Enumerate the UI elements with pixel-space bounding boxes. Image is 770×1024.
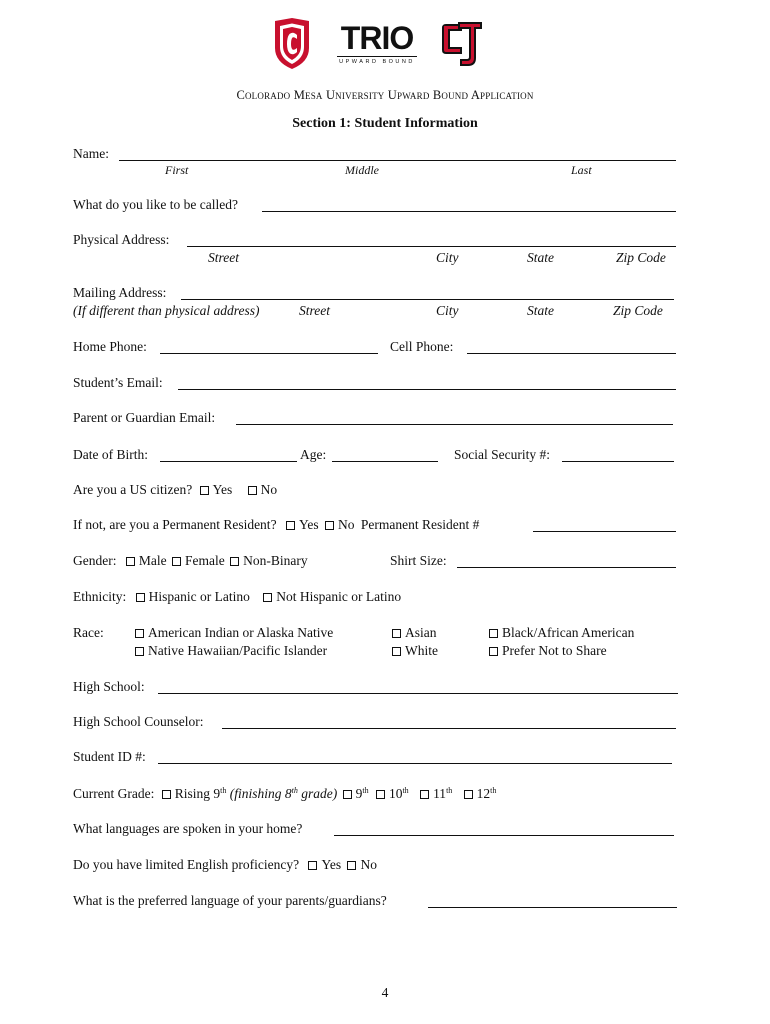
resident-number-field[interactable] [533,531,676,532]
resident-label: If not, are you a Permanent Resident? [73,517,277,532]
lep-no-label: No [360,857,377,872]
cell-phone-field[interactable] [467,353,676,354]
physical-zip-caption: Zip Code [616,250,666,265]
student-id-field[interactable] [158,763,672,764]
grade-rising9-label: Rising 9 [174,786,221,801]
citizen-no-label: No [260,482,278,497]
gender-label: Gender: [73,553,117,568]
race-white-checkbox[interactable] [392,647,401,656]
race-asian-label: Asian [405,625,437,640]
ethnicity-row [73,589,409,605]
cell-phone-label: Cell Phone: [390,339,454,354]
race-prefer-not-checkbox[interactable] [489,647,498,656]
name-label: Name: [73,146,109,161]
grade-12-sup: th [490,786,497,795]
parent-email-label: Parent or Guardian Email: [73,410,216,425]
gender-male-checkbox[interactable] [126,557,135,566]
section-title: Section 1: Student Information [292,116,478,131]
grade-row [73,786,504,802]
gender-male-label: Male [138,553,167,568]
ssn-label: Social Security #: [454,447,550,462]
languages-field[interactable] [334,835,674,836]
grade-11-label: 11 [433,786,447,801]
mailing-zip-caption: Zip Code [613,303,663,318]
home-phone-field[interactable] [160,353,378,354]
gender-female-label: Female [184,553,225,568]
name-last-caption: Last [571,163,592,177]
ethnicity-not-hispanic-checkbox[interactable] [263,593,272,602]
mailing-state-caption: State [527,303,554,318]
student-email-label: Student’s Email: [73,375,163,390]
race-native-hawaiian-checkbox[interactable] [135,647,144,656]
race-american-indian-option [135,625,333,641]
parent-email-field[interactable] [236,424,673,425]
citizen-label: Are you a US citizen? [73,482,193,497]
race-black-option [489,625,634,641]
ethnicity-hispanic-label: Hispanic or Latino [148,589,250,604]
document-title: Colorado Mesa University Upward Bound Application [236,88,534,102]
shirt-size-field[interactable] [457,567,676,568]
citizen-yes-label: Yes [212,482,233,497]
grade-11-sup: th [446,786,453,795]
name-middle-caption: Middle [345,163,379,177]
high-school-field[interactable] [158,693,678,694]
race-american-indian-checkbox[interactable] [135,629,144,638]
lep-yes-label: Yes [321,857,342,872]
resident-yes-checkbox[interactable] [286,521,295,530]
preferred-language-field[interactable] [428,907,677,908]
counselor-field[interactable] [222,728,676,729]
race-white-option [392,643,438,659]
resident-row [73,517,479,533]
ethnicity-hispanic-checkbox[interactable] [136,593,145,602]
citizen-row [73,482,285,498]
called-field[interactable] [262,211,676,212]
grade-rising9-checkbox[interactable] [162,790,171,799]
mailing-note: (If different than physical address) [73,303,260,318]
grade-9-sup: th [362,786,369,795]
grade-12-label: 12 [476,786,491,801]
race-native-hawaiian-option [135,643,327,659]
student-email-field[interactable] [178,389,676,390]
grade-finishing-note: (finishing 8th grade) [229,786,338,801]
age-label: Age: [300,447,327,462]
grade-10-checkbox[interactable] [376,790,385,799]
race-asian-checkbox[interactable] [392,629,401,638]
mailing-address-label: Mailing Address: [73,285,167,300]
grade-label: Current Grade: [73,786,155,801]
resident-no-label: No [337,517,355,532]
languages-label: What languages are spoken in your home? [73,821,303,836]
high-school-label: High School: [73,679,145,694]
lep-row [73,857,385,873]
resident-yes-label: Yes [298,517,319,532]
name-first-caption: First [165,163,189,177]
grade-12-checkbox[interactable] [464,790,473,799]
gender-female-checkbox[interactable] [172,557,181,566]
race-prefer-not-option [489,643,607,659]
ethnicity-label: Ethnicity: [73,589,127,604]
grade-10-label: 10 [388,786,403,801]
physical-address-label: Physical Address: [73,232,170,247]
preferred-language-label: What is the preferred language of your parents/guardians? [73,893,387,908]
cmu-shield-icon [272,18,312,70]
race-asian-option [392,625,437,641]
citizen-no-checkbox[interactable] [248,486,257,495]
mailing-address-field[interactable] [181,299,674,300]
dob-field[interactable] [160,461,297,462]
student-id-label: Student ID #: [73,749,146,764]
race-prefer-not-label: Prefer Not to Share [502,643,607,658]
mailing-city-caption: City [436,303,459,318]
counselor-label: High School Counselor: [73,714,204,729]
gender-row [73,553,316,569]
physical-city-caption: City [436,250,459,265]
race-black-label: Black/African American [502,625,635,640]
grade-9-label: 9 [355,786,363,801]
resident-no-checkbox[interactable] [325,521,334,530]
physical-street-caption: Street [208,250,239,265]
gender-nonbinary-label: Non-Binary [243,553,308,568]
physical-state-caption: State [527,250,554,265]
race-native-hawaiian-label: Native Hawaiian/Pacific Islander [148,643,328,658]
grade-11-checkbox[interactable] [420,790,429,799]
called-label: What do you like to be called? [73,197,238,212]
page-number: 4 [381,985,389,1000]
lep-no-checkbox[interactable] [347,861,356,870]
race-black-checkbox[interactable] [489,629,498,638]
logo-shield [272,18,312,70]
grade-9-checkbox[interactable] [343,790,352,799]
cj-monogram-icon [440,20,484,68]
ssn-field[interactable] [562,461,674,462]
shirt-size-label: Shirt Size: [390,553,447,568]
name-field[interactable] [119,160,676,161]
gender-nonbinary-checkbox[interactable] [230,557,239,566]
logo-cu [440,20,484,68]
age-field[interactable] [332,461,438,462]
grade-10-sup: th [402,786,409,795]
physical-address-field[interactable] [187,246,676,247]
race-american-indian-label: American Indian or Alaska Native [148,625,334,640]
grade-rising9-sup: th [220,786,227,795]
resident-number-label: Permanent Resident # [360,517,480,532]
race-label: Race: [73,625,104,640]
logo-trio [333,20,421,65]
home-phone-label: Home Phone: [73,339,147,354]
dob-label: Date of Birth: [73,447,148,462]
race-white-label: White [405,643,438,658]
trio-logo-text: TRIO [340,20,414,56]
trio-logo-subtitle: UPWARD BOUND [339,59,415,65]
ethnicity-not-hispanic-label: Not Hispanic or Latino [276,589,402,604]
lep-yes-checkbox[interactable] [308,861,317,870]
mailing-street-caption: Street [299,303,330,318]
citizen-yes-checkbox[interactable] [200,486,209,495]
lep-label: Do you have limited English proficiency? [73,857,300,872]
